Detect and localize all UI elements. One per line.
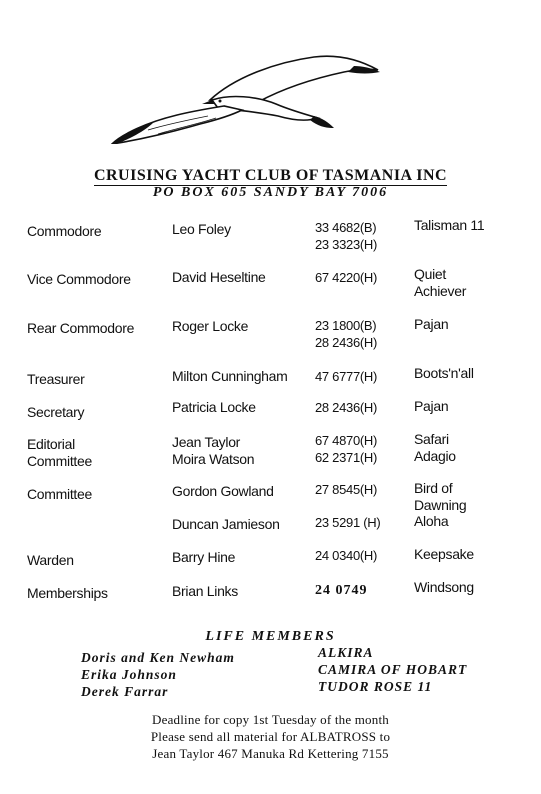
officer-phone: 23 5291 (H) xyxy=(315,515,381,530)
life-member-boat: TUDOR ROSE 11 xyxy=(318,679,433,694)
officer-role: Treasurer xyxy=(27,371,85,387)
officer-name: Gordon Gowland xyxy=(172,483,274,499)
officer-name: Duncan Jamieson xyxy=(172,516,280,532)
officer-role: Committee xyxy=(27,486,92,502)
albatross-logo xyxy=(108,48,400,144)
officer-boat: Safari Adagio xyxy=(414,431,456,464)
deadline-line: Deadline for copy 1st Tuesday of the month xyxy=(152,712,389,727)
life-member-name: Derek Farrar xyxy=(81,684,169,699)
officer-boat: Pajan xyxy=(414,398,449,414)
officer-role: Commodore xyxy=(27,223,102,239)
officer-name: Roger Locke xyxy=(172,318,249,334)
officer-phone: 24 0749 xyxy=(315,583,368,598)
officer-name: Jean Taylor Moira Watson xyxy=(172,434,255,467)
officer-name: Milton Cunningham xyxy=(172,368,288,384)
officer-boat: Quiet Achiever xyxy=(414,266,467,299)
officer-boat: Aloha xyxy=(414,513,449,529)
officer-phone: 24 0340(H) xyxy=(315,548,378,563)
officer-phone: 27 8545(H) xyxy=(315,482,378,497)
officer-boat: Windsong xyxy=(414,579,474,595)
officer-role: Secretary xyxy=(27,404,85,420)
officer-phone: 67 4870(H) 62 2371(H) xyxy=(315,433,378,465)
officer-boat: Keepsake xyxy=(414,546,474,562)
officer-phone: 28 2436(H) xyxy=(315,400,378,415)
officer-name: Patricia Locke xyxy=(172,399,256,415)
officer-name: David Heseltine xyxy=(172,269,266,285)
deadline-line: Jean Taylor 467 Manuka Rd Kettering 7155 xyxy=(152,746,389,761)
officer-role: Editorial Committee xyxy=(27,436,92,469)
life-members-title: LIFE MEMBERS xyxy=(205,629,336,644)
life-member-name: Doris and Ken Newham xyxy=(81,650,235,665)
officer-boat: Talisman 11 xyxy=(414,217,485,233)
officer-phone: 33 4682(B) 23 3323(H) xyxy=(315,220,378,252)
club-name: CRUISING YACHT CLUB OF TASMANIA INC xyxy=(93,167,448,184)
life-member-boat: CAMIRA OF HOBART xyxy=(318,662,468,677)
life-member-name: Erika Johnson xyxy=(81,667,177,682)
officer-boat: Boots'n'all xyxy=(414,365,474,381)
officer-phone: 47 6777(H) xyxy=(315,369,378,384)
club-address: PO BOX 605 SANDY BAY 7006 xyxy=(152,185,389,200)
officer-name: Brian Links xyxy=(172,583,238,599)
officer-name: Barry Hine xyxy=(172,549,236,565)
officer-role: Vice Commodore xyxy=(27,271,131,287)
deadline-line: Please send all material for ALBATROSS to xyxy=(150,729,391,744)
officer-role: Warden xyxy=(27,552,74,568)
officer-boat: Pajan xyxy=(414,316,449,332)
officer-role: Memberships xyxy=(27,585,108,601)
officer-boat: Bird of Dawning xyxy=(414,480,467,513)
officer-phone: 67 4220(H) xyxy=(315,270,378,285)
officer-role: Rear Commodore xyxy=(27,320,135,336)
officer-name: Leo Foley xyxy=(172,221,231,237)
officer-phone: 23 1800(B) 28 2436(H) xyxy=(315,318,378,350)
life-member-boat: ALKIRA xyxy=(318,645,374,660)
